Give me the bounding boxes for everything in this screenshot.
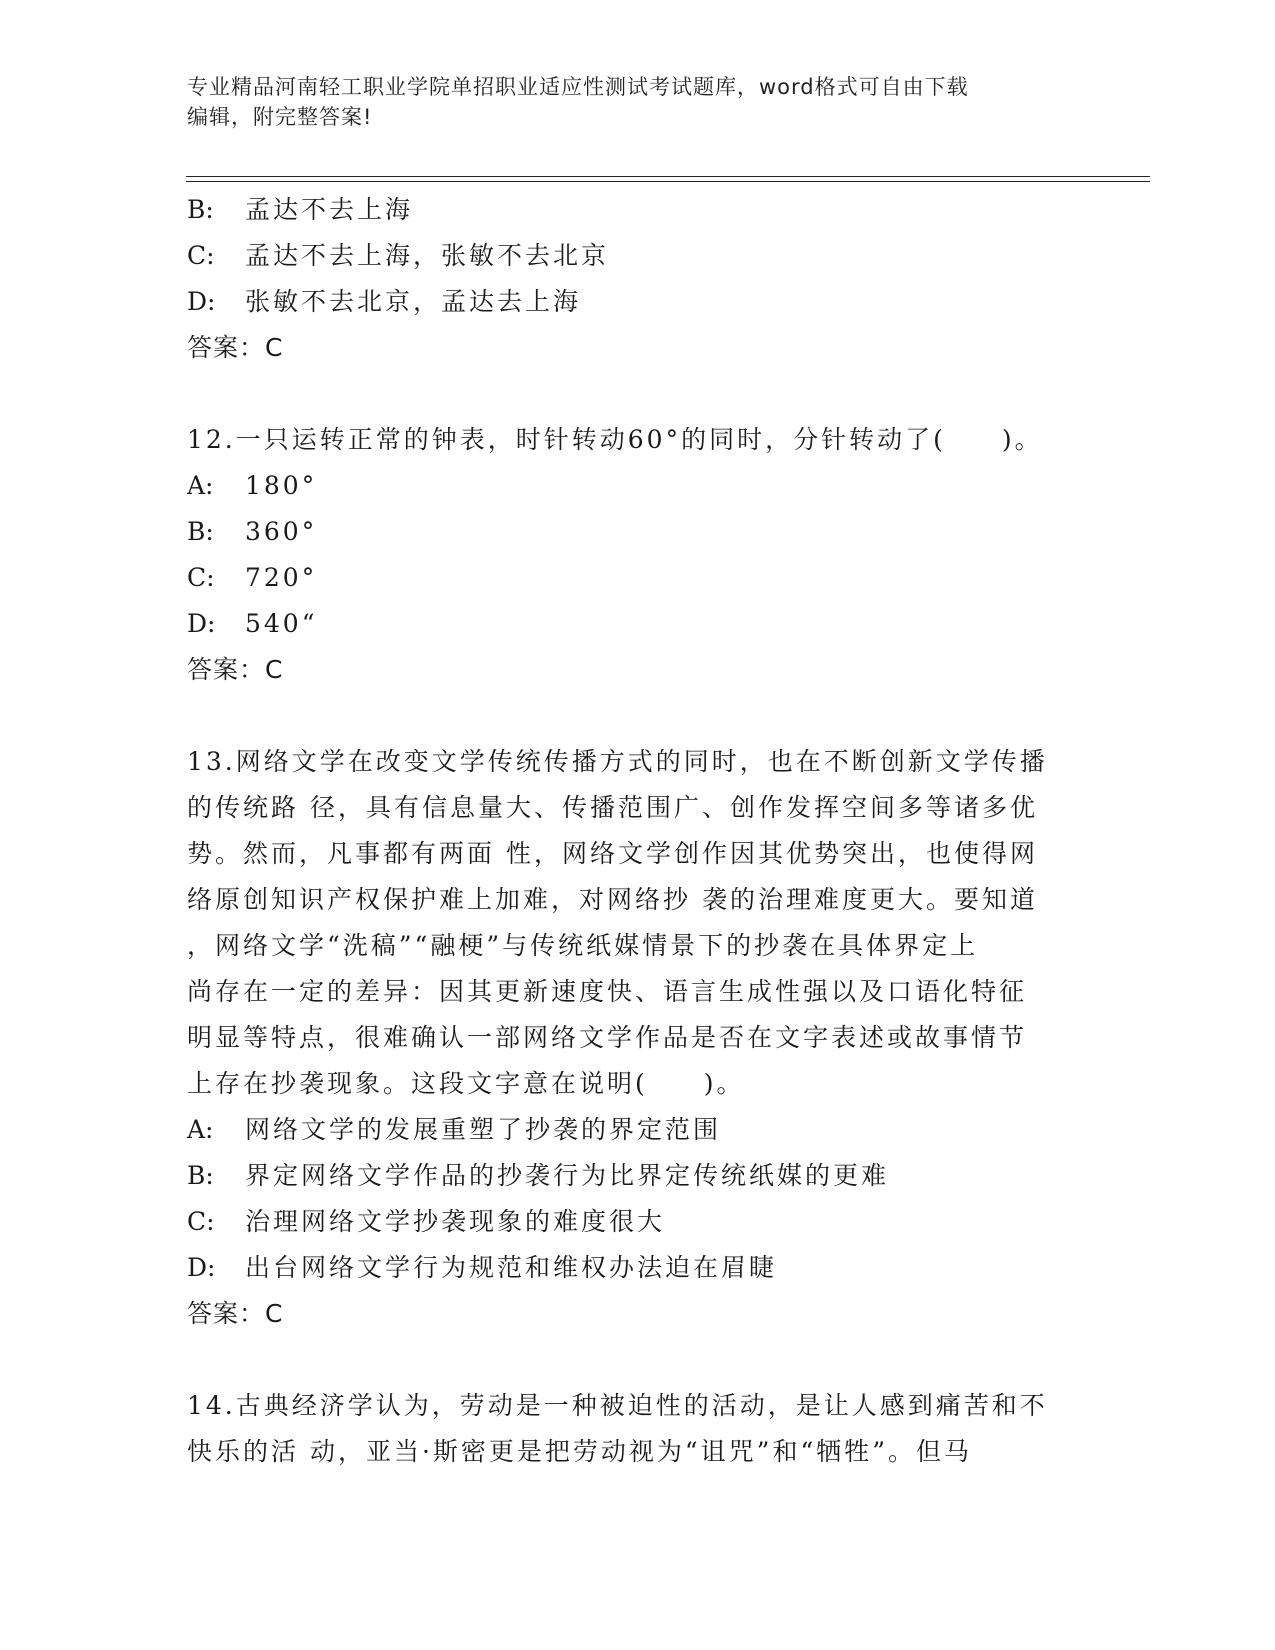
header-rule-bottom (186, 181, 1150, 182)
option-text: 360° (245, 517, 318, 546)
question-stem: 12.一只运转正常的钟表，时针转动60°的同时，分针转动了( )。 (187, 425, 1043, 454)
spacer (187, 371, 1077, 417)
option-b (187, 187, 1077, 233)
option-letter: B: (187, 1161, 214, 1190)
question-stem-line: 快乐的活 动，亚当·斯密更是把劳动视为“诅咒”和“牺牲”。但马 (187, 1437, 973, 1466)
question-stem-line: 14.古典经济学认为，劳动是一种被迫性的活动，是让人感到痛苦和不 (187, 1391, 1048, 1420)
spacer (187, 1337, 1077, 1383)
question-stem-line: 明显等特点，很难确认一部网络文学作品是否在文字表述或故事情节 (187, 1023, 1028, 1052)
option-c (187, 233, 1077, 279)
option-a (187, 1107, 1077, 1153)
option-letter: A: (187, 471, 214, 500)
question-13 (187, 739, 1077, 1337)
document-header (187, 72, 1087, 132)
question-stem-line: 势。然而，凡事都有两面 性，网络文学创作因其优势突出，也使得网 (187, 839, 1038, 868)
question-stem-line: ，网络文学“洗稿”“融梗”与传统纸媒情景下的抄袭在具体界定上 (187, 931, 979, 960)
option-d (187, 1245, 1077, 1291)
option-text: 出台网络文学行为规范和维权办法迫在眉睫 (245, 1253, 778, 1282)
option-d (187, 601, 1077, 647)
option-letter: D: (187, 287, 216, 316)
option-letter: D: (187, 1253, 216, 1282)
option-text: 网络文学的发展重塑了抄袭的界定范围 (245, 1115, 722, 1144)
header-line-1: 专业精品河南轻工职业学院单招职业适应性测试考试题库，word格式可自由下载 (187, 75, 969, 99)
option-b (187, 1153, 1077, 1199)
option-text: 张敏不去北京，孟达去上海 (245, 287, 582, 316)
header-rule-top (186, 176, 1150, 177)
answer-line: 答案：C (187, 333, 284, 362)
option-text: 治理网络文学抄袭现象的难度很大 (245, 1207, 666, 1236)
option-letter: C: (187, 241, 215, 270)
option-c (187, 1199, 1077, 1245)
question-stem-line: 络原创知识产权保护难上加难，对网络抄 袭的治理难度更大。要知道 (187, 885, 1038, 914)
question-content (187, 187, 1077, 1475)
option-text: 界定网络文学作品的抄袭行为比界定传统纸媒的更难 (245, 1161, 890, 1190)
question-stem-line: 的传统路 径，具有信息量大、传播范围广、创作发挥空间多等诸多优 (187, 793, 1038, 822)
question-stem-line: 13.网络文学在改变文学传统传播方式的同时，也在不断创新文学传播 (187, 747, 1048, 776)
option-text: 孟达不去上海 (245, 195, 414, 224)
option-letter: C: (187, 563, 215, 592)
question-11 (187, 187, 1077, 371)
answer-line: 答案：C (187, 655, 284, 684)
option-letter: B: (187, 517, 214, 546)
option-c (187, 555, 1077, 601)
option-b (187, 509, 1077, 555)
option-a (187, 463, 1077, 509)
question-stem-line: 尚存在一定的差异：因其更新速度快、语言生成性强以及口语化特征 (187, 977, 1028, 1006)
option-letter: A: (187, 1115, 214, 1144)
option-d (187, 279, 1077, 325)
option-text: 180° (245, 471, 318, 500)
answer-line: 答案：C (187, 1299, 284, 1328)
option-letter: D: (187, 609, 216, 638)
option-text: 孟达不去上海，张敏不去北京 (245, 241, 610, 270)
question-14 (187, 1383, 1077, 1475)
option-text: 720° (245, 563, 318, 592)
option-text: 540“ (245, 609, 318, 638)
question-12 (187, 417, 1077, 693)
question-stem-line: 上存在抄袭现象。这段文字意在说明( )。 (187, 1069, 745, 1098)
option-letter: B: (187, 195, 214, 224)
option-letter: C: (187, 1207, 215, 1236)
header-line-2: 编辑，附完整答案! (187, 105, 373, 129)
spacer (187, 693, 1077, 739)
